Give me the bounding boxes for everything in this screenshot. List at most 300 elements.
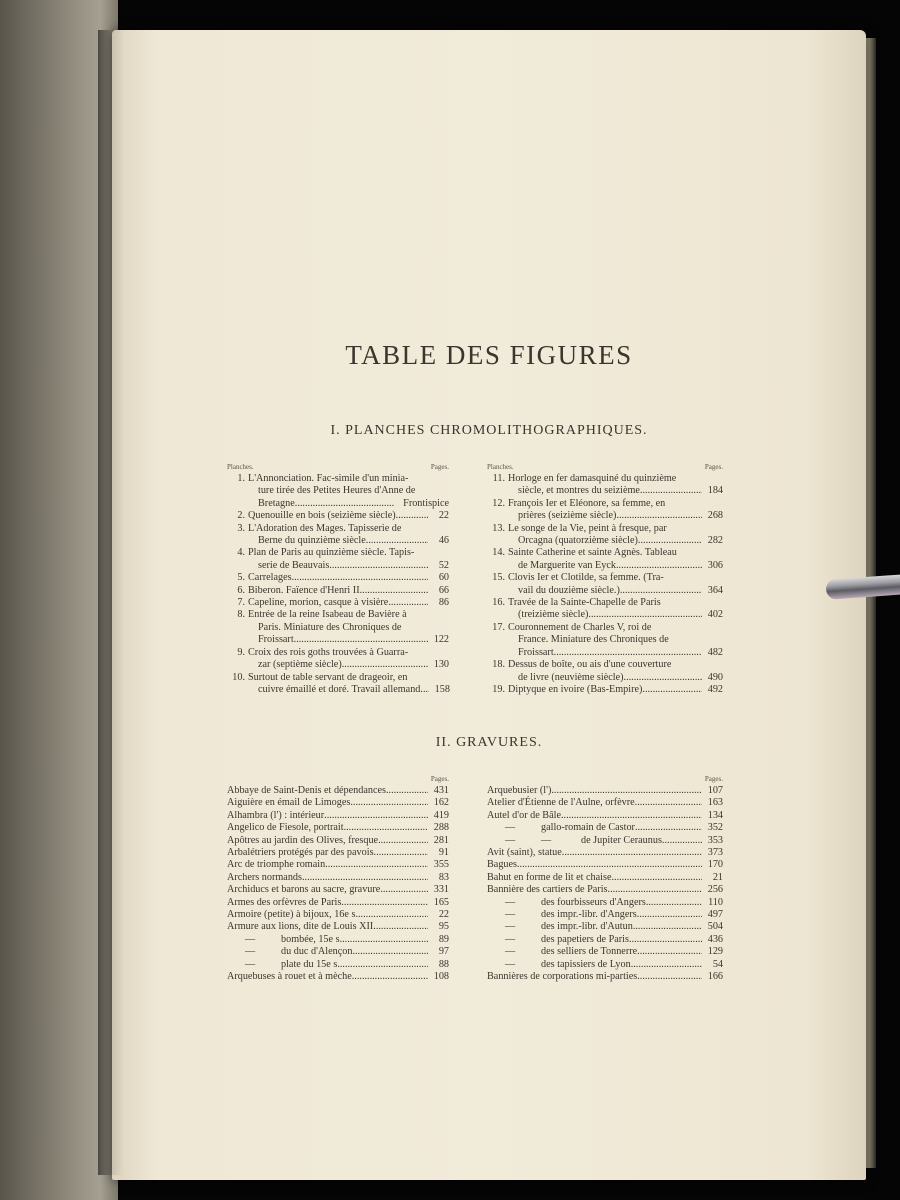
column-header	[487, 463, 723, 472]
entry-text: Horloge en fer damasquiné du quinzième	[508, 473, 677, 484]
dot-leader	[396, 510, 428, 522]
page-number: 22	[438, 909, 449, 921]
entry-line	[508, 485, 723, 497]
entry-text: de Marguerite van Eyck	[518, 559, 616, 571]
entry-body	[508, 622, 723, 659]
dot-leader	[325, 859, 428, 871]
page-number: 21	[712, 871, 723, 883]
page-number: 166	[707, 971, 723, 983]
list-item	[487, 835, 723, 847]
book-page	[112, 30, 866, 1180]
dot-leader	[629, 934, 702, 946]
entry-text: Archiducs et barons au sacre, gravure	[227, 884, 381, 896]
list-item	[487, 797, 723, 809]
entry-body	[508, 597, 723, 622]
dot-leader	[662, 835, 702, 847]
page-number: 288	[433, 822, 449, 834]
ditto-dash: —	[505, 946, 516, 958]
entry-text: (treizième siècle)	[518, 609, 589, 621]
entry-text: bombée, 15e s	[281, 933, 340, 945]
entry-text: plate du 15e s	[281, 958, 338, 970]
entry-body	[248, 585, 449, 597]
column-header	[487, 775, 723, 784]
dot-leader	[646, 897, 702, 909]
gravures-right-column	[487, 775, 723, 984]
entry-text: Archers normands	[227, 871, 302, 883]
pages-label: Pages.	[430, 775, 449, 783]
entry-line	[248, 659, 449, 671]
dot-leader	[388, 597, 428, 609]
dot-leader	[294, 634, 428, 646]
page-number: 306	[707, 559, 723, 571]
entry-line	[248, 485, 449, 497]
planches-right-column	[487, 463, 723, 696]
ditto-dash: —	[505, 834, 516, 846]
list-item	[227, 872, 449, 884]
entry-text: Avit (saint), statue	[487, 847, 562, 859]
dot-leader	[378, 835, 428, 847]
entry-text: Aiguière en émail de Limoges	[227, 797, 351, 809]
list-item	[487, 946, 723, 958]
entry-text: Quenouille en bois (seizième siècle)	[248, 510, 396, 522]
entry-body	[508, 659, 723, 684]
page-number: 83	[438, 871, 449, 883]
list-item	[487, 934, 723, 946]
dot-leader	[554, 647, 702, 659]
entry-body	[248, 547, 449, 572]
dot-leader	[608, 884, 702, 896]
list-item	[227, 835, 449, 847]
entry-line	[248, 634, 449, 646]
entry-text: des papetiers de Paris	[541, 933, 629, 945]
planches-left-column	[227, 463, 449, 696]
entry-body	[508, 473, 723, 498]
entry-text: Abbaye de Saint-Denis et dépendances	[227, 785, 386, 796]
table-entry	[227, 523, 449, 548]
dot-leader	[341, 897, 428, 909]
page-number: 107	[707, 785, 723, 796]
dot-leader	[366, 535, 428, 547]
list-item	[487, 822, 723, 834]
list-item	[227, 847, 449, 859]
entry-text: Sainte Catherine et sainte Agnès. Tableau	[508, 547, 677, 559]
list-item	[227, 959, 449, 971]
entry-line	[508, 523, 723, 535]
list-item	[487, 847, 723, 859]
entry-number: 18.	[492, 659, 505, 671]
planches-label: Planches.	[227, 463, 254, 471]
page-number: 355	[433, 859, 449, 871]
ditto-dash: —	[245, 946, 256, 958]
table-entry	[487, 498, 723, 523]
entry-number: 10.	[232, 671, 245, 683]
page-number: 110	[708, 896, 723, 908]
entry-line	[508, 560, 723, 572]
dot-leader	[633, 921, 702, 933]
entry-number: 7.	[237, 597, 245, 609]
list-item	[227, 909, 449, 921]
entry-line	[248, 547, 449, 559]
entry-line	[248, 523, 449, 535]
table-entry	[487, 659, 723, 684]
entry-text: ture tirée des Petites Heures d'Anne de	[258, 485, 416, 497]
entry-line	[508, 572, 723, 584]
table-entry	[487, 547, 723, 572]
entry-text: Autel d'or de Bâle	[487, 809, 561, 821]
entry-number: 17.	[492, 621, 505, 633]
dot-leader	[386, 785, 428, 797]
entry-text: siècle, et montres du seizième	[518, 485, 640, 497]
entry-text: Le songe de la Vie, peint à fresque, par	[508, 522, 667, 534]
page-number: 86	[438, 597, 449, 609]
entry-text: des impr.-libr. d'Angers	[541, 909, 637, 921]
pages-label: Pages.	[430, 463, 449, 471]
dot-leader	[616, 560, 702, 572]
dot-leader	[292, 572, 428, 584]
entry-text: Dessus de boîte, ou ais d'une couverture	[508, 659, 672, 671]
entry-line	[248, 585, 449, 597]
entry-text: Arc de triomphe romain	[227, 859, 326, 871]
page-number: 163	[707, 797, 723, 809]
column-header	[227, 775, 449, 784]
entry-line	[248, 609, 449, 621]
entry-body	[508, 684, 723, 696]
dot-leader	[637, 946, 702, 958]
page-number: 492	[707, 683, 723, 695]
entry-text: de Jupiter Ceraunus	[581, 834, 662, 846]
entry-line	[508, 473, 723, 485]
entry-text: Croix des rois goths trouvées à Guarra-	[248, 646, 409, 658]
page-number: 364	[707, 584, 723, 596]
entry-text: Diptyque en ivoire (Bas-Empire)	[508, 683, 643, 695]
list-item	[227, 897, 449, 909]
dot-leader	[360, 585, 428, 597]
entry-text: Carrelages	[248, 572, 292, 584]
entry-line	[508, 634, 723, 646]
table-entry	[227, 473, 449, 510]
dot-leader	[302, 872, 428, 884]
entry-line	[508, 510, 723, 522]
entry-line	[508, 659, 723, 671]
entry-text: L'Annonciation. Fac-simile d'un minia-	[248, 473, 409, 484]
page-title: TABLE DES FIGURES	[345, 340, 633, 370]
entry-text: France. Miniature des Chroniques de	[518, 634, 669, 646]
book-gutter-shadow	[98, 30, 124, 1175]
table-entry	[227, 609, 449, 646]
list-item	[487, 859, 723, 871]
entry-body	[508, 547, 723, 572]
entry-number: 4.	[237, 547, 245, 559]
entry-number: 16.	[492, 597, 505, 609]
pages-label: Pages.	[704, 463, 723, 471]
page-number: 490	[707, 671, 723, 683]
entry-text: Armes des orfèvres de Paris	[227, 896, 342, 908]
entry-line	[248, 572, 449, 584]
entry-line	[248, 560, 449, 572]
dot-leader	[642, 684, 702, 696]
page-number: 89	[438, 933, 449, 945]
entry-line	[508, 672, 723, 684]
list-item	[487, 884, 723, 896]
entry-text: Orcagna (quatorzième siècle)	[518, 535, 638, 547]
page-number: 402	[707, 609, 723, 621]
entry-text: Arbalétriers protégés par des pavois	[227, 847, 374, 859]
ditto-dash: —	[505, 896, 516, 908]
entry-text: Apôtres au jardin des Olives, fresque	[227, 834, 379, 846]
dot-leader	[561, 810, 702, 822]
entry-text: prières (seizième siècle)	[518, 510, 617, 522]
entry-line	[248, 647, 449, 659]
dot-leader	[380, 884, 428, 896]
entry-body	[508, 498, 723, 523]
entry-text: Bahut en forme de lit et chaise	[487, 871, 612, 883]
planches-label: Planches.	[487, 463, 514, 471]
list-item	[487, 971, 723, 983]
entry-line	[248, 535, 449, 547]
entry-text: Clovis Ier et Clotilde, sa femme. (Tra-	[508, 572, 664, 584]
entry-number: 1.	[237, 473, 245, 484]
page-number: 281	[433, 834, 449, 846]
page-number: 129	[707, 946, 723, 958]
entry-number: 9.	[237, 646, 245, 658]
entry-body	[508, 523, 723, 548]
page-number: 88	[438, 958, 449, 970]
entry-number: 11.	[492, 473, 505, 484]
table-entry	[227, 572, 449, 584]
table-entry	[487, 473, 723, 498]
entry-line	[508, 547, 723, 559]
entry-text: du duc d'Alençon	[281, 946, 353, 958]
entry-text: Berne du quinzième siècle	[258, 535, 366, 547]
entry-line	[248, 672, 449, 684]
page-number: 95	[438, 921, 449, 933]
dot-leader	[611, 872, 702, 884]
dot-leader	[344, 822, 428, 834]
entry-text: Entrée de la reine Isabeau de Bavière à	[248, 609, 407, 621]
page-number: 497	[707, 909, 723, 921]
list-item	[227, 785, 449, 797]
dot-leader	[337, 959, 428, 971]
entry-text: Atelier d'Étienne de l'Aulne, orfèvre	[487, 797, 635, 809]
entry-number: 14.	[492, 547, 505, 559]
entry-number: 15.	[492, 572, 505, 584]
pages-label: Pages.	[704, 775, 723, 783]
entry-text: Arquebusier (l')	[487, 785, 552, 796]
table-entry	[227, 585, 449, 597]
entry-text: des fourbisseurs d'Angers	[541, 896, 646, 908]
entry-text: cuivre émaillé et doré. Travail allemand.	[258, 683, 423, 695]
entry-line	[508, 684, 723, 696]
entry-line	[248, 597, 449, 609]
page-number: 170	[707, 859, 723, 871]
list-item	[227, 934, 449, 946]
page-number: 504	[707, 921, 723, 933]
page-number: 352	[707, 822, 723, 834]
entry-text: Froissart	[258, 634, 294, 646]
list-item	[227, 971, 449, 983]
page-number: 331	[433, 884, 449, 896]
entry-text: L'Adoration des Mages. Tapisserie de	[248, 522, 402, 534]
section-heading-planches: I. PLANCHES CHROMOLITHOGRAPHIQUES.	[330, 423, 648, 438]
entry-body	[248, 647, 449, 672]
entry-line	[508, 597, 723, 609]
pen-tip	[825, 574, 900, 600]
list-item	[487, 897, 723, 909]
table-entry	[487, 622, 723, 659]
entry-body	[248, 672, 449, 697]
entry-text: Travée de la Sainte-Chapelle de Paris	[508, 597, 661, 609]
dot-leader	[640, 485, 702, 497]
entry-number: 13.	[492, 522, 505, 534]
table-entry	[227, 597, 449, 609]
page-number: 165	[433, 896, 449, 908]
dot-leader	[635, 822, 702, 834]
page-number: Frontispice	[403, 497, 449, 509]
table-entry	[227, 547, 449, 572]
entry-body	[248, 523, 449, 548]
page-number: 268	[707, 510, 723, 522]
entry-number: 6.	[237, 584, 245, 596]
page-number: 184	[707, 485, 723, 497]
entry-body	[248, 609, 449, 646]
table-entry	[487, 684, 723, 696]
page-number: 134	[707, 809, 723, 821]
dot-leader	[373, 921, 428, 933]
page-number: 22	[438, 510, 449, 522]
entry-line	[508, 647, 723, 659]
table-entry	[487, 523, 723, 548]
entry-text: Bretagne	[258, 497, 295, 509]
dot-leader	[517, 859, 702, 871]
entry-text: serie de Beauvais	[258, 559, 330, 571]
page-number: 419	[433, 809, 449, 821]
dot-leader	[637, 971, 702, 983]
entry-text: Armoire (petite) à bijoux, 16e s	[227, 909, 356, 921]
ditto-dash: —	[505, 822, 516, 834]
entry-text: Bannières de corporations mi-parties	[487, 971, 638, 983]
entry-number: 3.	[237, 522, 245, 534]
dot-leader	[342, 659, 428, 671]
list-item	[487, 810, 723, 822]
entry-text: Armure aux lions, dite de Louis XII	[227, 921, 374, 933]
entry-text: Alhambra (l') : intérieur	[227, 809, 325, 821]
dot-leader	[374, 847, 428, 859]
list-item	[487, 921, 723, 933]
dot-leader	[329, 560, 428, 572]
list-item	[227, 921, 449, 933]
ditto-dash: —	[505, 921, 516, 933]
entry-body	[248, 473, 449, 510]
entry-text: vail du douzième siècle.)	[518, 584, 620, 596]
page-number: 97	[438, 946, 449, 958]
entry-body	[508, 572, 723, 597]
page-number: 482	[707, 646, 723, 658]
list-item	[227, 946, 449, 958]
ditto-dash: —	[245, 933, 256, 945]
page-number: 130	[433, 659, 449, 671]
entry-text: de livre (neuvième siècle)	[518, 671, 624, 683]
entry-body	[248, 572, 449, 584]
entry-line	[508, 498, 723, 510]
ditto-dash: —	[245, 958, 256, 970]
page-number: 282	[707, 535, 723, 547]
list-item	[227, 797, 449, 809]
page-number: 436	[707, 933, 723, 945]
page-number: 158	[434, 683, 450, 695]
ditto-dash: —	[505, 909, 516, 921]
dot-leader	[635, 797, 702, 809]
ditto-dash: —	[541, 834, 552, 846]
list-item	[487, 785, 723, 797]
list-item	[487, 872, 723, 884]
entry-line	[248, 473, 449, 485]
section-heading-gravures: II. GRAVURES.	[435, 735, 543, 750]
dot-leader	[551, 785, 702, 797]
page-number: 353	[707, 834, 723, 846]
entry-line	[508, 609, 723, 621]
entry-line	[248, 510, 449, 522]
list-item	[227, 859, 449, 871]
page-number: 91	[438, 847, 449, 859]
dot-leader	[340, 934, 428, 946]
entry-number: 8.	[237, 609, 245, 621]
page-number: 162	[433, 797, 449, 809]
dot-leader	[352, 946, 428, 958]
dot-leader	[631, 959, 702, 971]
entry-number: 19.	[492, 683, 505, 695]
page-number: 54	[712, 958, 723, 970]
entry-text: Bagues	[487, 859, 517, 871]
list-item	[487, 909, 723, 921]
dot-leader	[616, 510, 702, 522]
page-number: 122	[433, 634, 449, 646]
entry-line	[248, 498, 449, 510]
entry-text: des selliers de Tonnerre	[541, 946, 638, 958]
dot-leader	[588, 609, 702, 621]
dot-leader	[352, 971, 428, 983]
page-number: 46	[438, 535, 449, 547]
table-entry	[487, 572, 723, 597]
dot-leader	[295, 498, 394, 510]
entry-line	[508, 622, 723, 634]
entry-line	[508, 535, 723, 547]
entry-text: des tapissiers de Lyon	[541, 958, 631, 970]
table-entry	[227, 672, 449, 697]
entry-body	[248, 510, 449, 522]
entry-text: Arquebuses à rouet et à mèche	[227, 971, 352, 983]
dot-leader	[624, 672, 702, 684]
page-number: 256	[707, 884, 723, 896]
entry-text: François Ier et Eléonore, sa femme, en	[508, 497, 666, 509]
entry-number: 5.	[237, 572, 245, 584]
entry-text: Bannière des cartiers de Paris	[487, 884, 608, 896]
entry-text: Froissart	[518, 646, 554, 658]
entry-body	[248, 597, 449, 609]
page-number: 373	[707, 847, 723, 859]
entry-number: 2.	[237, 510, 245, 522]
entry-line	[248, 684, 449, 696]
list-item	[227, 822, 449, 834]
entry-line	[508, 585, 723, 597]
entry-number: 12.	[492, 497, 505, 509]
entry-text: des impr.-libr. d'Autun	[541, 921, 633, 933]
table-entry	[227, 647, 449, 672]
entry-text: Capeline, morion, casque à visière	[248, 597, 389, 609]
dot-leader	[637, 909, 702, 921]
page-number: 66	[438, 584, 449, 596]
ditto-dash: —	[505, 933, 516, 945]
list-item	[227, 884, 449, 896]
